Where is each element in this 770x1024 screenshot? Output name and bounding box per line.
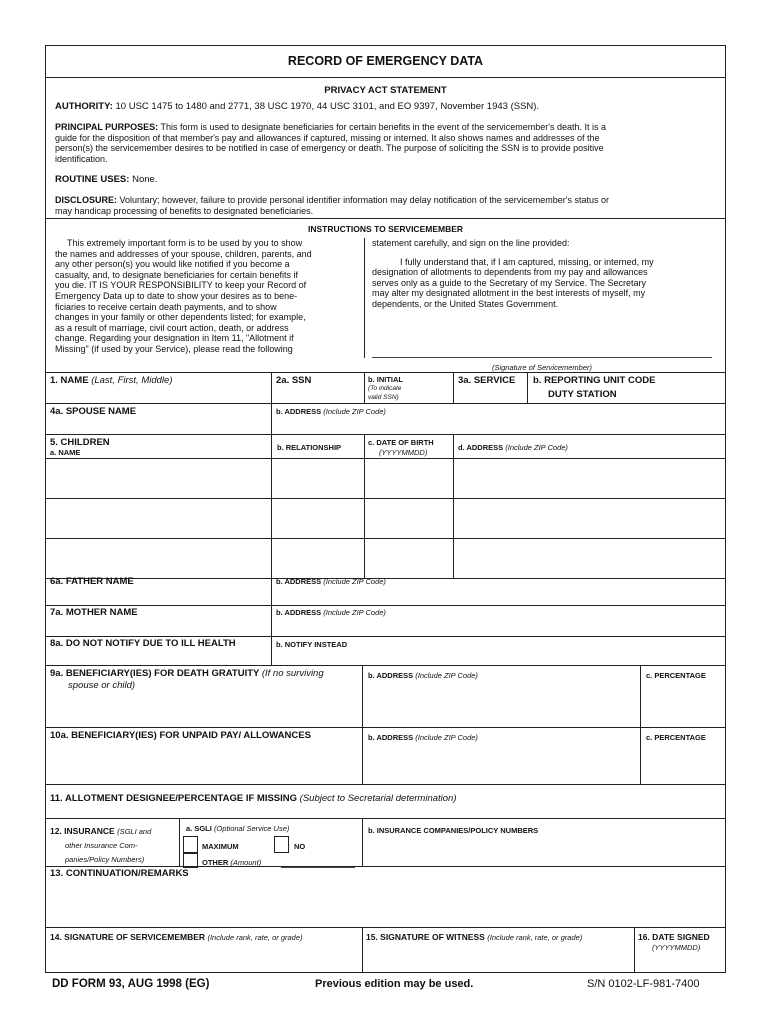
servicemember-signature-line[interactable] xyxy=(372,357,712,358)
divider xyxy=(46,605,725,606)
name-label xyxy=(50,375,172,386)
divider xyxy=(46,665,725,666)
beneficiary-death-hint: spouse or child) xyxy=(68,680,136,691)
instruction-line: casualty, and, to designate beneficiaries for certain benefits if xyxy=(55,269,298,280)
mother-name-label: 7a. MOTHER NAME xyxy=(50,607,138,618)
divider xyxy=(634,927,635,973)
address-label: b. ADDRESS xyxy=(276,608,322,617)
divider xyxy=(46,372,725,373)
sgli-label xyxy=(186,824,289,833)
instruction-line: serves only as a guide to the Secretary of my Service. The Secretary xyxy=(372,277,646,288)
zip-hint: (Include ZIP Code) xyxy=(323,407,386,416)
instruction-line: dependents, or the United States Government. xyxy=(372,298,559,309)
child-address-label xyxy=(458,443,568,452)
do-not-notify-label: 8a. DO NOT NOTIFY DUE TO ILL HEALTH xyxy=(50,638,236,649)
principal-text: This form is used to designate beneficiaries for certain benefits in the event of the servicemember's death. It is a xyxy=(160,122,606,132)
instruction-line: changes in your family or other dependents listed; for example, xyxy=(55,312,306,323)
principal-text: guide for the disposition of that member's pay and allowances if captured, missing or interned. It also shows names and addresses of the xyxy=(55,132,600,143)
ben-death-address-label xyxy=(368,671,478,680)
divider xyxy=(46,784,725,785)
no-checkbox[interactable] xyxy=(274,836,289,853)
reporting-unit-label: b. REPORTING UNIT CODE xyxy=(533,375,656,386)
instruction-line: any other person(s) you would like notified if you become a xyxy=(55,259,290,270)
disclosure xyxy=(55,195,720,216)
insurance-hint: other Insurance Com- xyxy=(65,841,138,850)
divider xyxy=(46,818,725,819)
instruction-line: as a result of marriage, civil court action, death, or address xyxy=(55,322,289,333)
service-label: 3a. SERVICE xyxy=(458,375,516,386)
duty-station-label: DUTY STATION xyxy=(548,389,617,400)
divider xyxy=(362,927,363,973)
maximum-checkbox[interactable] xyxy=(183,836,198,853)
divider xyxy=(453,372,454,403)
divider xyxy=(364,434,365,578)
insurance-hint: panies/Policy Numbers) xyxy=(65,855,145,864)
zip-hint: (Include ZIP Code) xyxy=(323,577,386,586)
initial-label: b. INITIAL xyxy=(368,375,403,384)
stock-number: S/N 0102-LF-981-7400 xyxy=(587,978,700,990)
sig-member-title: 14. SIGNATURE OF SERVICEMEMBER xyxy=(50,932,206,942)
divider xyxy=(271,434,272,578)
emergency-data-form xyxy=(45,45,726,973)
divider xyxy=(271,403,272,434)
maximum-label: MAXIMUM xyxy=(202,842,239,851)
other-amount-line[interactable] xyxy=(281,867,355,868)
disclosure-text: may handicap processing of benefits to designated beneficiaries. xyxy=(55,205,314,216)
beneficiary-pay-label: 10a. BENEFICIARY(IES) FOR UNPAID PAY/ ALLOWANCES xyxy=(50,730,311,741)
divider xyxy=(46,927,725,928)
instructions-right xyxy=(372,238,717,310)
insurance-title: 12. INSURANCE xyxy=(50,826,115,836)
routine-uses xyxy=(55,174,157,185)
instructions-left xyxy=(55,238,365,355)
zip-hint: (Include ZIP Code) xyxy=(415,671,478,680)
beneficiary-death-hint: (If no surviving xyxy=(261,668,324,679)
instruction-line: change. Regarding your designation in Item 11, "Allotment if xyxy=(55,333,294,344)
divider xyxy=(362,818,363,866)
date-signed-label: 16. DATE SIGNED xyxy=(638,932,710,942)
divider xyxy=(271,372,272,403)
instructions-heading: INSTRUCTIONS TO SERVICEMEMBER xyxy=(307,224,464,234)
notify-instead-label: b. NOTIFY INSTEAD xyxy=(276,640,348,649)
divider xyxy=(271,605,272,636)
routine-text: None. xyxy=(132,174,158,185)
allotment-title: 11. ALLOTMENT DESIGNEE/PERCENTAGE IF MISSING xyxy=(50,793,298,804)
divider xyxy=(271,636,272,665)
name-field-label: 1. NAME xyxy=(50,375,89,386)
insurance-hint: (SGLI and xyxy=(117,827,152,836)
sig-member-hint: (Include rank, rate, or grade) xyxy=(207,933,303,942)
authority-label: AUTHORITY: xyxy=(55,101,113,112)
instruction-line: statement carefully, and sign on the line provided: xyxy=(372,238,570,248)
instruction-line: I fully understand that, if I am captured, missing, or interned, my xyxy=(400,256,654,267)
date-signed-hint: (YYYYMMDD) xyxy=(652,943,701,952)
children-label: 5. CHILDREN xyxy=(50,437,110,448)
ben-death-percentage-label: c. PERCENTAGE xyxy=(646,671,706,680)
sig-witness-label xyxy=(366,932,582,942)
father-name-label: 6a. FATHER NAME xyxy=(50,576,134,587)
disclosure-label: DISCLOSURE: xyxy=(55,195,118,205)
dob-hint: (YYYYMMDD) xyxy=(379,448,428,457)
sgli-hint: (Optional Service Use) xyxy=(213,824,290,833)
continuation-label: 13. CONTINUATION/REMARKS xyxy=(50,868,189,879)
previous-edition-note: Previous edition may be used. xyxy=(315,978,474,990)
spouse-address-label xyxy=(276,407,386,416)
signature-caption: (Signature of Servicemember) xyxy=(491,363,593,372)
divider xyxy=(527,372,528,403)
sig-member-label xyxy=(50,932,303,942)
beneficiary-death-label xyxy=(50,668,324,679)
divider xyxy=(362,665,363,784)
address-label: d. ADDRESS xyxy=(458,443,504,452)
sgli-title: a. SGLI xyxy=(186,824,212,833)
divider xyxy=(46,77,725,78)
divider xyxy=(453,434,454,578)
principal-label: PRINCIPAL PURPOSES: xyxy=(55,122,159,132)
relationship-label: b. RELATIONSHIP xyxy=(277,443,342,452)
instruction-line: Missing" (if used by your Service), please read the following xyxy=(55,343,293,354)
authority-line xyxy=(55,101,539,112)
mother-address-label xyxy=(276,608,386,617)
zip-hint: (Include ZIP Code) xyxy=(415,733,478,742)
spouse-name-label: 4a. SPOUSE NAME xyxy=(50,406,137,417)
address-label: b. ADDRESS xyxy=(276,407,322,416)
zip-hint: (Include ZIP Code) xyxy=(323,608,386,617)
instruction-line: designation of allotments to dependents from my pay and allowances xyxy=(372,267,648,278)
principal-purposes xyxy=(55,122,720,164)
routine-label: ROUTINE USES: xyxy=(55,174,130,185)
father-address-label xyxy=(276,577,386,586)
insurance-companies-label: b. INSURANCE COMPANIES/POLICY NUMBERS xyxy=(368,826,539,835)
children-name-label: a. NAME xyxy=(50,448,81,457)
no-label: NO xyxy=(294,842,306,851)
instruction-line: you die. IT IS YOUR RESPONSIBILITY to keep your Record of xyxy=(55,280,307,291)
ben-pay-percentage-label: c. PERCENTAGE xyxy=(646,733,706,742)
ben-pay-address-label xyxy=(368,733,478,742)
divider xyxy=(179,818,180,866)
sig-witness-title: 15. SIGNATURE OF WITNESS xyxy=(366,932,485,942)
instruction-line: the names and addresses of your spouse, children, parents, and xyxy=(55,248,312,259)
divider xyxy=(46,866,725,867)
divider xyxy=(640,665,641,784)
address-label: b. ADDRESS xyxy=(368,671,414,680)
other-title: OTHER xyxy=(202,858,229,867)
instruction-line: This extremely important form is to be used by you to show xyxy=(67,238,303,248)
instructions-divider xyxy=(364,238,365,358)
child-row-divider xyxy=(46,498,725,499)
beneficiary-death-title: 9a. BENEFICIARY(IES) FOR DEATH GRATUITY xyxy=(50,668,260,679)
privacy-heading: PRIVACY ACT STATEMENT xyxy=(324,85,447,96)
zip-hint: (Include ZIP Code) xyxy=(505,443,568,452)
initial-hint: valid SSN) xyxy=(368,394,399,401)
ssn-label: 2a. SSN xyxy=(276,375,312,386)
address-label: b. ADDRESS xyxy=(276,577,322,586)
allotment-hint: (Subject to Secretarial determination) xyxy=(299,793,457,804)
sig-witness-hint: (Include rank, rate, or grade) xyxy=(487,933,583,942)
form-number: DD FORM 93, AUG 1998 (EG) xyxy=(52,978,210,990)
address-label: b. ADDRESS xyxy=(368,733,414,742)
divider xyxy=(46,636,725,637)
instruction-line: Emergency Data up to date to show your desires as to bene- xyxy=(55,290,298,301)
divider xyxy=(364,372,365,403)
principal-text: identification. xyxy=(55,153,108,164)
instruction-line: ficiaries to receive certain death payments, and to show xyxy=(55,301,277,312)
child-row-divider xyxy=(46,458,725,459)
disclosure-text: Voluntary; however, failure to provide personal identifier information may delay notification of the servicemember's status or xyxy=(119,195,609,205)
amount-hint: (Amount) xyxy=(230,858,262,867)
divider xyxy=(46,403,725,404)
instruction-line: may alter my designated allotment in the best interests of myself, my xyxy=(372,288,646,299)
form-title: RECORD OF EMERGENCY DATA xyxy=(287,54,484,68)
dob-label: c. DATE OF BIRTH xyxy=(368,438,434,447)
divider xyxy=(46,434,725,435)
divider xyxy=(46,727,725,728)
name-hint: (Last, First, Middle) xyxy=(91,375,173,386)
authority-text: 10 USC 1475 to 1480 and 2771, 38 USC 1970, 44 USC 3101, and EO 9397, November 1943 (SSN). xyxy=(115,101,540,112)
allotment-label xyxy=(50,793,457,804)
child-row-divider xyxy=(46,538,725,539)
principal-text: person(s) the servicemember desires to be notified in case of emergency or death. The purpose of soliciting the SSN is to provide positive xyxy=(55,143,604,154)
initial-hint: (To indicate xyxy=(368,385,402,392)
divider xyxy=(46,218,725,219)
insurance-label xyxy=(50,826,151,836)
